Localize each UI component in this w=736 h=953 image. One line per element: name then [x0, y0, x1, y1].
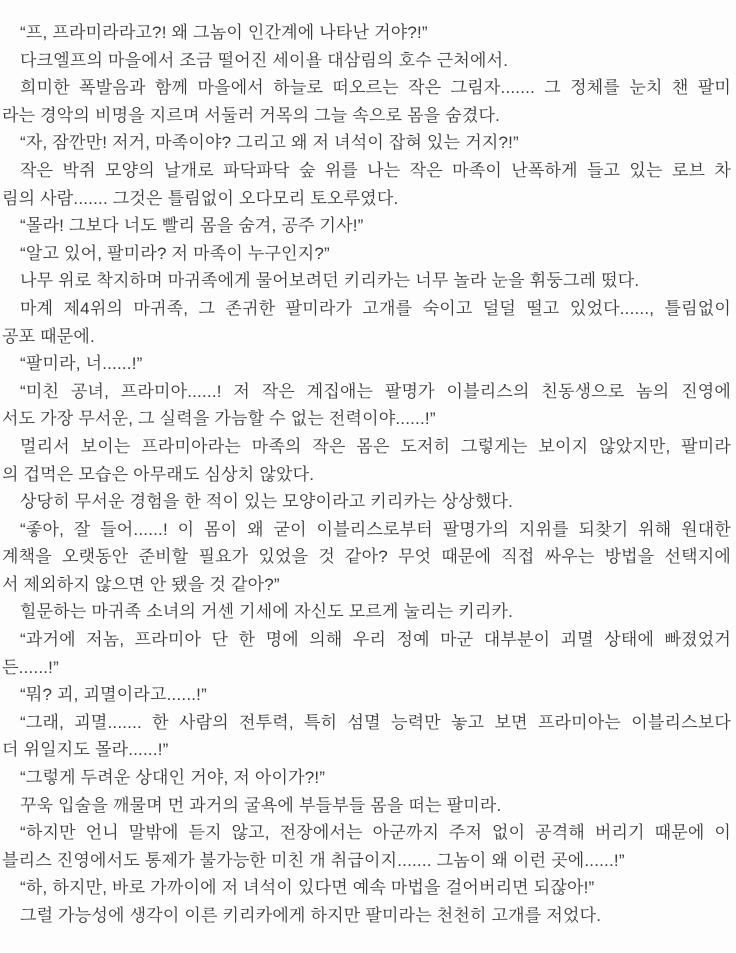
text-line: “그래, 괴멸....... 한 사람의 전투력, 특히 섬멸 능력만 놓고 보면 프라미아는 이블리스보다 — [20, 712, 731, 732]
text-line: 서 제외하지 않으면 안 됐을 것 같아?” — [2, 574, 280, 594]
text-line: “그렇게 두려운 상대인 거야, 저 아이가?!” — [20, 768, 326, 788]
text-line: “몰라! 그보다 너도 빨리 몸을 숨겨, 공주 기사!” — [20, 216, 364, 236]
text-line: 계책을 오랫동안 준비할 필요가 있었을 것 같아? 무엇 때문에 직접 싸우는 방법을 선택지에 — [2, 547, 731, 567]
text-line: “미친 공녀, 프라미아......! 저 작은 계집애는 팔명가 이블리스의 친동생으로 놈의 진영에 — [20, 381, 731, 401]
text-line: 멀리서 보이는 프라미아라는 마족의 작은 몸은 도저히 그렇게는 보이지 않았지만, 팔미라 — [20, 436, 731, 456]
text-line: 꾸욱 입술을 깨물며 먼 과거의 굴욕에 부들부들 몸을 떠는 팔미라. — [20, 795, 502, 815]
text-line: 그럴 가능성에 생각이 이른 키리카에게 하지만 팔미라는 천천히 고개를 저었다. — [20, 906, 602, 925]
text-line: “알고 있어, 팔미라? 저 마족이 누구인지?” — [20, 243, 330, 263]
text-line: 작은 박쥐 모양의 날개로 파닥파닥 숲 위를 나는 작은 마족이 난폭하게 들고 있는 로브 차 — [20, 160, 731, 180]
text-line: 힐문하는 마귀족 소녀의 거센 기세에 자신도 모르게 눌리는 키리카. — [20, 602, 514, 622]
text-line: 나무 위로 착지하며 마귀족에게 물어보려던 키리카는 너무 놀라 눈을 휘둥그레 떴다. — [20, 271, 640, 291]
text-line: 서도 가장 무서운, 그 실력을 가늠할 수 없는 전력이야......!” — [2, 409, 436, 429]
text-line: 마계 제4위의 마귀족, 그 존귀한 팔미라가 고개를 숙이고 덜덜 떨고 있었다......, 틀림없이 — [20, 298, 731, 318]
text-line: “과거에 저놈, 프라미아 단 한 명에 의해 우리 정예 마군 대부분이 괴멸 상태에 빠졌었거 — [20, 630, 731, 650]
text-line: “하, 하지만, 바로 가까이에 저 녀석이 있다면 예속 마법을 걸어버리면 되잖아!” — [20, 878, 595, 898]
text-line: 의 겁먹은 모습은 아무래도 심상치 않았다. — [2, 464, 315, 484]
text-line: 희미한 폭발음과 함께 마을에서 하늘로 떠오르는 작은 그림자....... 그 정체를 눈치 챈 팔미 — [20, 78, 731, 98]
text-line: “자, 잠깐만! 저거, 마족이야? 그리고 왜 저 녀석이 잡혀 있는 거지?!” — [20, 133, 519, 153]
text-lines — [2, 19, 731, 930]
text-line: 든......!” — [2, 657, 59, 677]
text-line: 더 위일지도 몰라......!” — [2, 740, 169, 760]
text-line: 상당히 무서운 경험을 한 적이 있는 모양이라고 키리카는 상상했다. — [20, 492, 514, 512]
text-line: 림의 사람....... 그것은 틀림없이 오다모리 토오루였다. — [2, 188, 399, 208]
text-line: 다크엘프의 마을에서 조금 떨어진 세이욜 대삼림의 호수 근처에서. — [20, 50, 509, 70]
text-line: “하지만 언니 말밖에 듣지 않고, 전장에서는 아군까지 주저 없이 공격해 버리기 때문에 이 — [20, 823, 731, 843]
text-line: 라는 경악의 비명을 지르며 서둘러 거목의 그늘 속으로 몸을 숨겼다. — [2, 105, 501, 125]
text-line: “프, 프라미라라고?! 왜 그놈이 인간계에 나타난 거야?!” — [20, 23, 428, 42]
text-line: “좋아, 잘 들어......! 이 몸이 왜 굳이 이블리스로부터 팔명가의 지위를 되찾기 위해 원대한 — [20, 519, 731, 539]
text-line: 블리스 진영에서도 통제가 불가능한 미친 개 취급이지....... 그놈이 왜 이런 곳에......!” — [2, 850, 625, 870]
text-line: “뭐? 괴, 괴멸이라고......!” — [20, 685, 207, 705]
text-line: 공포 때문에. — [2, 326, 95, 346]
text-line: “팔미라, 너......!” — [20, 354, 143, 374]
